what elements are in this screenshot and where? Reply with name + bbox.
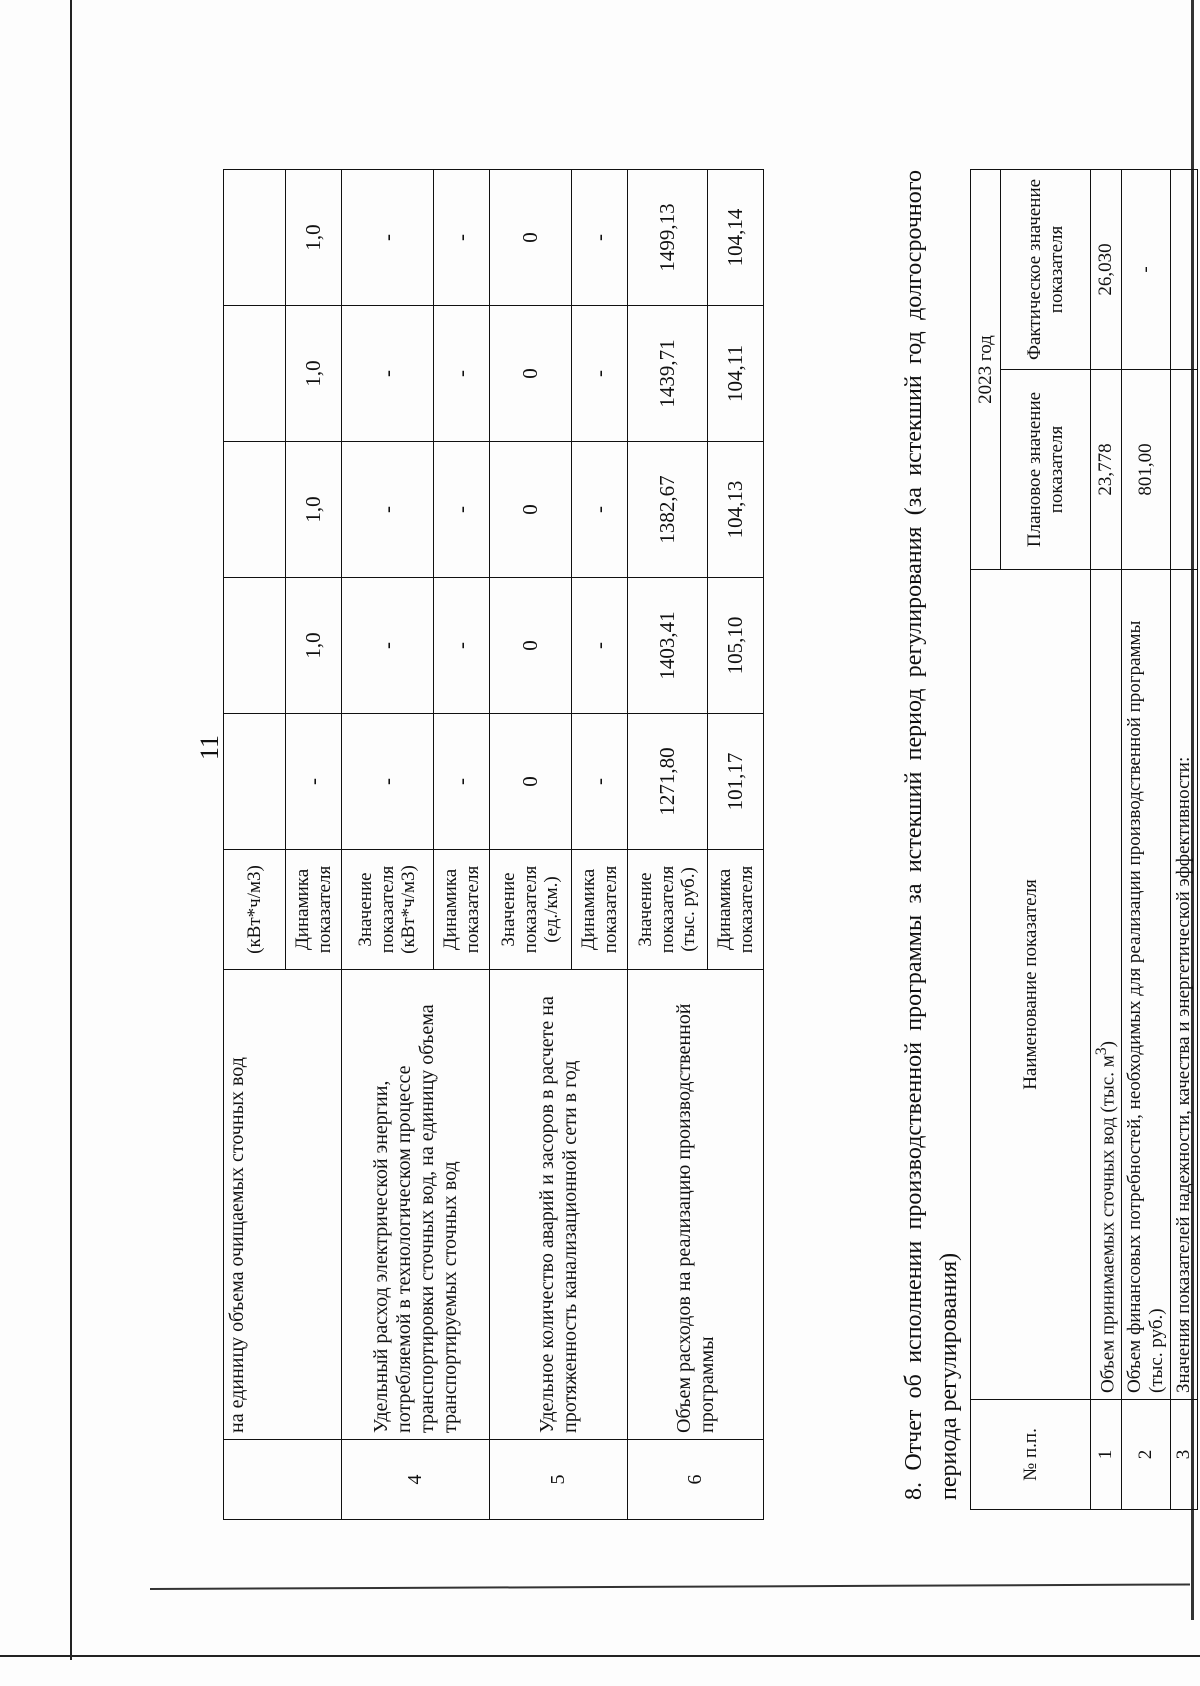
scan-edge-left [70, 0, 72, 1660]
indicator-name: на единицу объема очищаемых сточных вод [224, 970, 342, 1440]
row-number: 2 [1122, 1400, 1171, 1510]
value-cell: - [342, 306, 434, 442]
value-cell: 104,14 [708, 170, 764, 306]
row-number: 3 [1170, 1400, 1197, 1510]
plan-value: 23,778 [1091, 370, 1122, 570]
row-number: 5 [490, 1440, 628, 1520]
value-cell: 0 [490, 714, 572, 850]
fact-value [1170, 169, 1197, 369]
scan-edge-bottom [0, 1655, 1200, 1657]
col-header-name: Наименование показателя [971, 570, 1091, 1400]
value-cell: 104,13 [708, 442, 764, 578]
sub-label: Динамика показателя [286, 850, 342, 970]
row-number-cell [224, 1440, 342, 1520]
table-row [628, 170, 708, 1520]
value-cell: 1499,13 [628, 170, 708, 306]
rotated-document [155, 130, 1195, 1560]
value-cell: - [572, 306, 628, 442]
value-cell: - [572, 714, 628, 850]
sub-label: Динамика показателя [434, 850, 490, 970]
page-number: 11 [195, 734, 224, 760]
indicator-name: Удельное количество аварий и засоров в расчете на протяженность канализационной сети в год [490, 970, 628, 1440]
indicator-name-tail: ) [1097, 1041, 1119, 1048]
plan-value: 801,00 [1122, 370, 1171, 570]
value-cell: 104,11 [708, 306, 764, 442]
value-cell: - [342, 578, 434, 714]
table-row [342, 170, 434, 1520]
value-cell: 1,0 [286, 306, 342, 442]
value-cell: 1271,80 [628, 714, 708, 850]
indicator-name: Объем финансовых потребностей, необходимых для реализации производственной программы (тыс. руб.) [1122, 570, 1171, 1400]
value-cell: 0 [490, 578, 572, 714]
sub-label: Динамика показателя [708, 850, 764, 970]
value-cell: 1439,71 [628, 306, 708, 442]
value-cell: - [434, 578, 490, 714]
table-row [490, 170, 572, 1520]
col-header-number: № п.п. [971, 1400, 1091, 1510]
value-cell: - [434, 442, 490, 578]
value-cell: - [434, 306, 490, 442]
sub-label: Значение показателя (ед./км.) [490, 850, 572, 970]
value-cell: - [434, 170, 490, 306]
value-cell: - [342, 714, 434, 850]
value-cell: - [572, 170, 628, 306]
row-number: 1 [1091, 1400, 1122, 1510]
value-cell: 0 [490, 306, 572, 442]
value-cell: - [572, 578, 628, 714]
indicator-name-text: Объем принимаемых сточных вод (тыс. м [1097, 1055, 1119, 1393]
col-header-plan: Плановое значение показателя [1001, 370, 1091, 570]
value-cell: - [286, 714, 342, 850]
indicator-name: Значения показателей надежности, качества и энергетической эффективности: [1170, 570, 1197, 1400]
table-header-row [971, 169, 1001, 1509]
fact-value: 26,030 [1091, 169, 1122, 369]
value-cell: 101,17 [708, 714, 764, 850]
value-cell [224, 578, 286, 714]
page-edge-line [150, 1583, 1190, 1590]
col-header-year: 2023 год [971, 169, 1001, 569]
superscript: 3 [1093, 1047, 1110, 1056]
value-cell: 1382,67 [628, 442, 708, 578]
value-cell [224, 442, 286, 578]
row-number: 4 [342, 1440, 490, 1520]
indicator-name: Удельный расход электрической энергии, потребляемой в технологическом процессе транспортировки сточных вод, на единицу объема транспортируемых сточных вод [342, 970, 490, 1440]
value-cell: 105,10 [708, 578, 764, 714]
indicators-table [223, 169, 764, 1520]
sub-label: Значение показателя (кВт*ч/м3) [342, 850, 434, 970]
value-cell: 1,0 [286, 170, 342, 306]
section-heading: 8. Отчет об исполнении производственной программы за истекший период регулирования (за истекший год долгосрочного периода регулирования) [901, 170, 962, 1500]
table-row [224, 170, 286, 1520]
plan-value [1170, 370, 1197, 570]
table-row [1091, 169, 1122, 1509]
sub-label: Динамика показателя [572, 850, 628, 970]
sub-label: Значение показателя (тыс. руб.) [628, 850, 708, 970]
fact-value: - [1122, 169, 1171, 369]
value-cell: 1,0 [286, 578, 342, 714]
value-cell: - [434, 714, 490, 850]
value-cell [224, 714, 286, 850]
row-number: 6 [628, 1440, 764, 1520]
value-cell: - [342, 442, 434, 578]
value-cell: 0 [490, 170, 572, 306]
value-cell: 0 [490, 442, 572, 578]
report-table [970, 169, 1198, 1510]
indicator-name [1091, 570, 1122, 1400]
value-cell: - [572, 442, 628, 578]
indicator-unit: (кВт*ч/м3) [224, 850, 286, 970]
table-row [1122, 169, 1171, 1509]
value-cell: 1,0 [286, 442, 342, 578]
col-header-fact: Фактическое значение показателя [1001, 169, 1091, 369]
value-cell: - [342, 170, 434, 306]
value-cell [224, 306, 286, 442]
value-cell: 1403,41 [628, 578, 708, 714]
table-row [1170, 169, 1197, 1509]
indicator-name: Объем расходов на реализацию производственной программы [628, 970, 764, 1440]
value-cell [224, 170, 286, 306]
